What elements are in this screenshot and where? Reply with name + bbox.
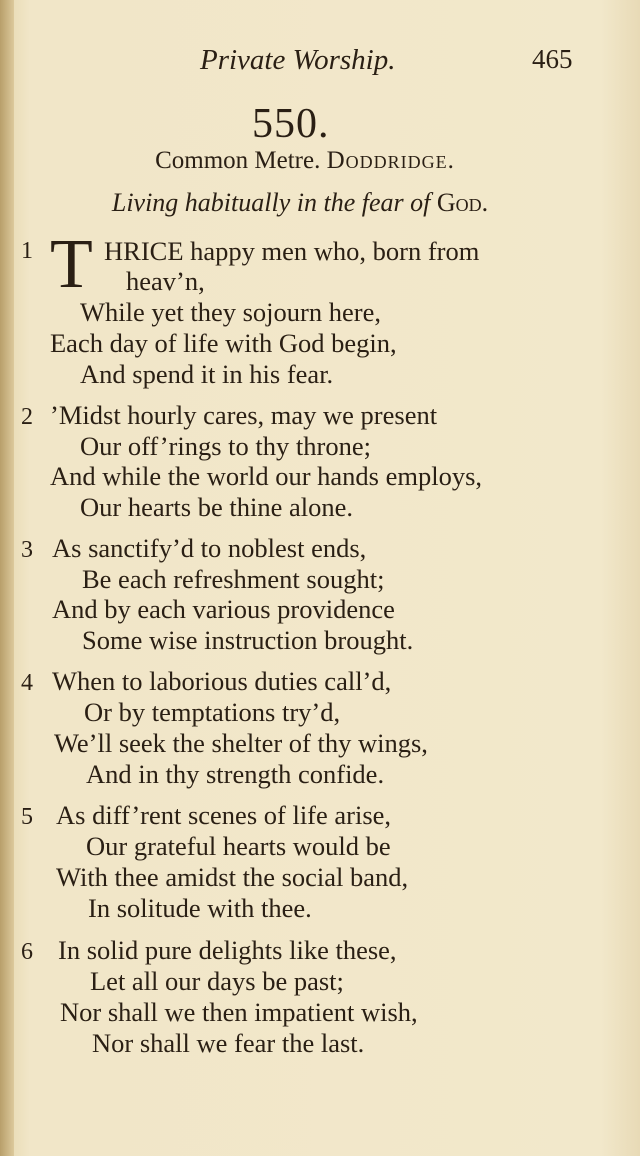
verse-line: Nor shall we then impatient wish,: [60, 997, 418, 1027]
verse-line: Our off’rings to thy throne;: [80, 431, 371, 461]
hymn-subject: [0, 188, 600, 218]
verse-line: And spend it in his fear.: [80, 359, 334, 389]
verse-line: While yet they sojourn here,: [80, 297, 381, 327]
verse-line: Each day of life with God begin,: [50, 328, 397, 358]
verse-line: And while the world our hands employs,: [50, 461, 483, 491]
verse-number: 3: [21, 537, 33, 563]
verse-line: As diff’rent scenes of life arise,: [56, 800, 392, 830]
verse-line: We’ll seek the shelter of thy wings,: [54, 728, 428, 758]
verse-line: Our hearts be thine alone.: [80, 492, 353, 522]
verse-line: heav’n,: [126, 266, 205, 296]
verse-line: As sanctify’d to noblest ends,: [52, 533, 367, 563]
page-number: 465: [532, 44, 573, 74]
verse-line: Some wise instruction brought.: [82, 625, 414, 655]
hymn-metre: Common Metre.: [155, 147, 321, 174]
hymn-number: 550.: [252, 101, 330, 147]
verse-line: In solid pure delights like these,: [58, 935, 397, 965]
verse-line: Be each refreshment sought;: [82, 564, 385, 594]
drop-cap: T: [50, 226, 93, 303]
verse-line: HRICE happy men who, born from: [104, 236, 480, 266]
verse-number: 6: [21, 939, 33, 965]
verse-number: 5: [21, 804, 33, 830]
verse-line: And by each various providence: [52, 594, 395, 624]
verse-line: With thee amidst the social band,: [56, 862, 409, 892]
verse-line: Or by temptations try’d,: [84, 697, 341, 727]
verse-line: ’Midst hourly cares, may we present: [50, 400, 438, 430]
running-title: Private Worship.: [200, 44, 396, 76]
hymn-author: Doddridge.: [326, 147, 455, 174]
verse-line: Our grateful hearts would be: [86, 831, 391, 861]
verse-number: 4: [21, 670, 33, 696]
verse-line: When to laborious duties call’d,: [52, 666, 392, 696]
hymn-subject-text: Living habitually in the fear of: [111, 188, 431, 217]
verse-number: 1: [21, 238, 33, 264]
verse-number: 2: [21, 404, 33, 430]
hymn-subject-god: God.: [436, 188, 489, 217]
verse-line: Let all our days be past;: [90, 966, 344, 996]
verse-line: Nor shall we fear the last.: [92, 1028, 365, 1058]
verse-line: In solitude with thee.: [88, 893, 312, 923]
verse-line: And in thy strength confide.: [86, 759, 385, 789]
hymn-metre-line: [0, 147, 610, 175]
